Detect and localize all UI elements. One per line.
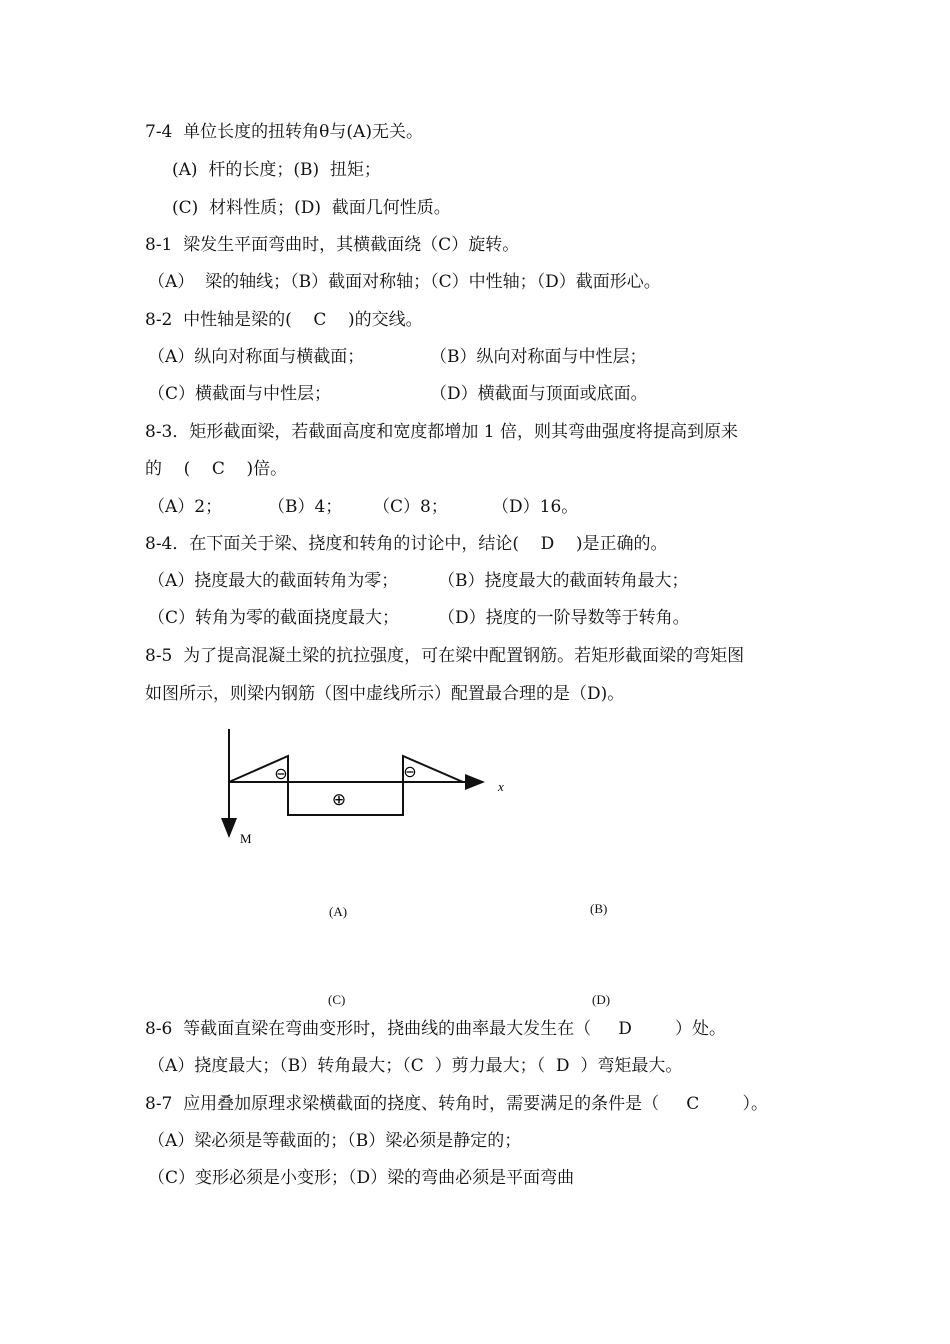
q8-3-option-d: （D）16。 — [492, 497, 579, 517]
caption-b: (B) — [590, 901, 608, 916]
q8-4-stem: 8-4．在下面关于梁、挠度和转角的讨论中，结论( D )是正确的。 — [145, 534, 668, 554]
q8-4-option-b: （B）挠度最大的截面转角最大； — [438, 571, 689, 591]
caption-d: (D) — [592, 992, 611, 1007]
m-axis-label: M — [240, 831, 252, 846]
q8-2-stem: 8-2 中性轴是梁的( C )的交线。 — [145, 310, 423, 330]
q8-4-option-c: （C）转角为零的截面挠度最大； — [148, 608, 400, 628]
q8-4-option-a: （A）挠度最大的截面转角为零； — [148, 571, 399, 591]
q8-6-options: （A）挠度最大；（B）转角最大；（C ）剪力最大；（ D ）弯矩最大。 — [148, 1056, 683, 1076]
q8-1-options: （A） 梁的轴线；（B）截面对称轴；（C）中性轴；（D）截面形心。 — [148, 272, 661, 292]
caption-c: (C) — [328, 992, 346, 1007]
q7-4-stem: 7-4 单位长度的扭转角θ与(A)无关。 — [145, 122, 423, 142]
q8-2-option-b: （B）纵向对称面与中性层； — [430, 347, 647, 367]
caption-a: (A) — [329, 904, 348, 919]
q8-3-option-c: （C）8； — [373, 497, 448, 517]
q8-2-option-a: （A）纵向对称面与横截面； — [148, 347, 365, 367]
q8-3-stem-line2: 的 ( C )倍。 — [145, 459, 288, 479]
q8-3-stem-line1: 8-3．矩形截面梁，若截面高度和宽度都增加 1 倍，则其弯曲强度将提高到原来 — [145, 422, 738, 442]
q8-7-options-row1: （A）梁必须是等截面的；（B）梁必须是静定的； — [148, 1131, 522, 1151]
q7-4-options-row2: (C) 材料性质；(D) 截面几何性质。 — [172, 198, 451, 218]
q8-2-option-c: （C）横截面与中性层； — [148, 384, 332, 404]
right-minus-sign: ⊖ — [403, 764, 417, 781]
q8-5-stem-line2: 如图所示，则梁内钢筋（图中虚线所示）配置最合理的是（D)。 — [145, 684, 625, 704]
left-negative-region — [229, 756, 288, 782]
q8-5-stem-line1: 8-5 为了提高混凝土梁的抗拉强度，可在梁中配置钢筋。若矩形截面梁的弯矩图 — [145, 646, 745, 666]
q8-2-option-d: （D）横截面与顶面或底面。 — [430, 384, 648, 404]
q7-4-options-row1: (A) 杆的长度；(B) 扭矩； — [172, 160, 381, 180]
left-minus-sign: ⊖ — [274, 766, 288, 783]
plus-sign: ⊕ — [331, 790, 347, 809]
q8-1-stem: 8-1 梁发生平面弯曲时，其横截面绕（C）旋转。 — [145, 235, 520, 255]
middle-positive-region — [288, 782, 403, 815]
q8-7-options-row2: （C）变形必须是小变形；（D）梁的弯曲必须是平面弯曲 — [148, 1168, 575, 1188]
q8-3-option-b: （B）4； — [268, 497, 343, 517]
x-axis-label: x — [498, 779, 504, 794]
q8-4-option-d: （D）挠度的一阶导数等于转角。 — [438, 608, 690, 628]
right-negative-region — [403, 756, 463, 782]
q8-3-option-a: （A）2； — [148, 497, 223, 517]
q8-6-stem: 8-6 等截面直梁在弯曲变形时，挠曲线的曲率最大发生在（ D ）处。 — [145, 1019, 727, 1039]
q8-7-stem: 8-7 应用叠加原理求梁横截面的挠度、转角时，需要满足的条件是（ C ）。 — [145, 1094, 768, 1114]
